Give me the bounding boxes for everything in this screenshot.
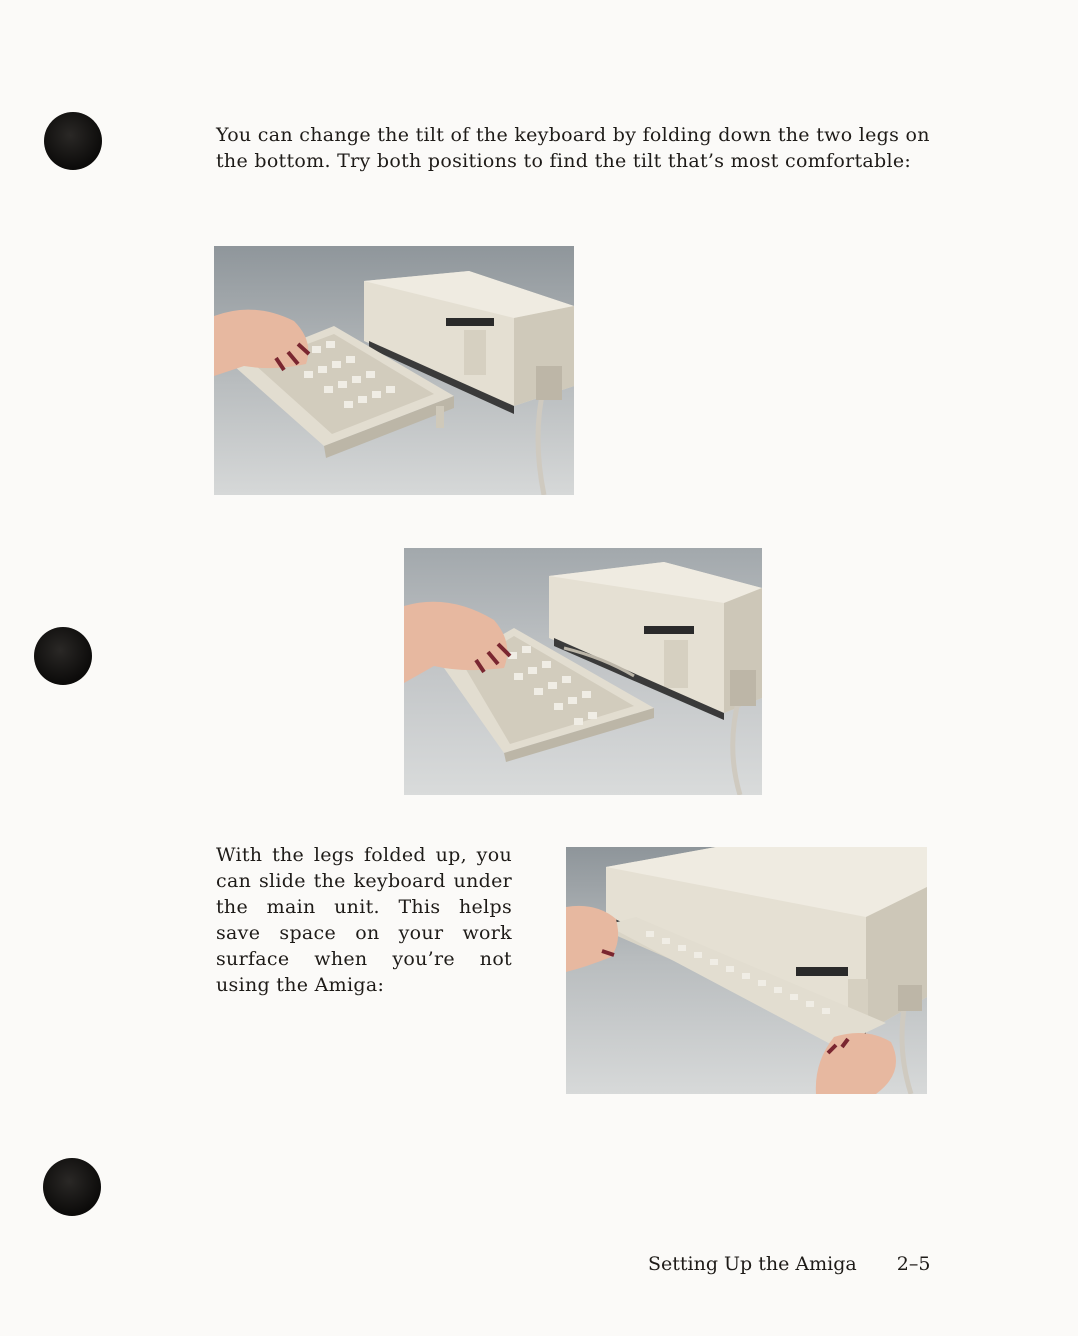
footer-page-number: 2–5: [896, 1253, 931, 1275]
photo-keyboard-stored-under-unit: [566, 847, 927, 1094]
binder-hole-top: [44, 112, 102, 170]
page-footer: [648, 1251, 930, 1277]
footer-section-title: Setting Up the Amiga: [648, 1253, 857, 1275]
photo-keyboard-legs-down: [214, 246, 574, 495]
photo-keyboard-legs-up: [404, 548, 762, 795]
stowing-paragraph: With the legs folded up, you can slide the keyboard under the main unit. This helps save space on your work surface when you’re not using the Amiga:: [216, 844, 512, 996]
intro-paragraph: You can change the tilt of the keyboard by folding down the two legs on the bottom. Try both positions to find the tilt that’s most comfortable:: [216, 124, 930, 172]
binder-hole-middle: [34, 627, 92, 685]
binder-hole-bottom: [43, 1158, 101, 1216]
